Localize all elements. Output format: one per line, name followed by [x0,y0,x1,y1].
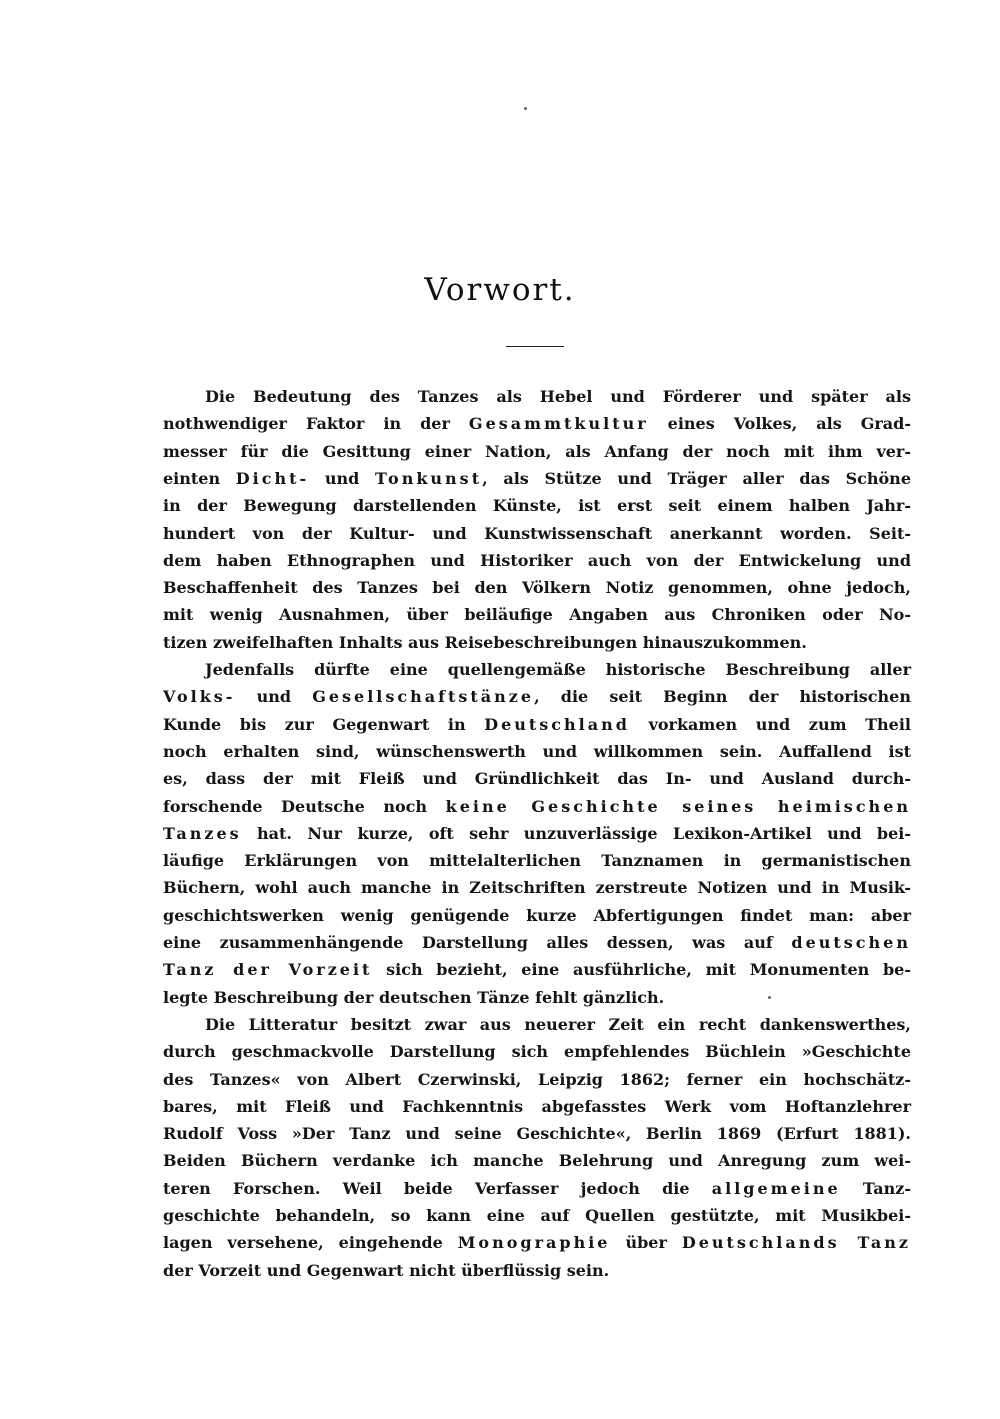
text-segment: geschichtswerken wenig genügende kurze Abfertigungen findet man: aber [163,905,911,925]
text-segment: Jedenfalls dürfte eine quellengemäße historische Beschreibung aller [205,660,911,679]
text-line [163,765,911,792]
text-segment: forschende Deutsche noch [163,796,446,816]
print-speck [768,996,771,999]
text-line [163,847,911,874]
spaced-emphasis-text: keine Geschichte seines heimischen [445,796,911,816]
text-segment: es, dass der mit Fleiß und Gründlichkeit das In- und Ausland durch- [163,769,911,789]
text-segment: läufige Erklärungen von mittelalterlichen Tanznamen in germanistischen [163,851,911,871]
text-segment: nothwendiger Faktor in der [163,414,469,434]
text-line [163,793,911,820]
text-segment: und [309,468,375,488]
text-line [163,1093,911,1120]
text-line [205,1011,911,1038]
text-line [163,929,911,956]
text-line [163,1175,911,1202]
text-line [163,902,911,929]
text-segment: einten [163,468,236,488]
spaced-emphasis-text: Monographie [457,1233,611,1253]
text-segment: eines Volkes, als Grad- [648,414,911,434]
text-line [163,1038,911,1065]
text-segment: Tanz- [840,1178,912,1198]
text-line [163,1229,911,1256]
spaced-emphasis-text: Deutschland [484,714,630,734]
text-line [163,711,911,738]
text-line [163,956,911,983]
text-segment: hat. Nur kurze, oft sehr unzuverlässige Lexikon-Artikel und bei- [241,823,911,843]
text-segment: geschichte behandeln, so kann eine auf Quellen gestützte, mit Musikbei- [163,1206,911,1225]
text-segment: eine zusammenhängende Darstellung alles dessen, was auf [163,933,792,952]
text-line [205,656,911,683]
text-line [163,984,911,1011]
text-segment: sich bezieht, eine ausführliche, mit Monumenten be- [372,960,911,980]
text-segment: , als Stütze und Träger aller das Schöne [482,468,911,488]
text-segment: messer für die Gesittung einer Nation, als Anfang der noch mit ihm ver- [163,441,911,461]
spaced-emphasis-text: allgemeine [711,1178,841,1198]
text-segment: der Vorzeit und Gegenwart nicht überflüssig sein. [163,1260,610,1280]
text-line [163,629,911,656]
page-heading: Vorwort. [424,272,576,308]
text-segment: , die seit Beginn der historischen [534,687,911,707]
text-line [163,410,911,437]
text-segment: und [235,687,313,707]
text-segment: Büchern, wohl auch manche in Zeitschriften zerstreute Notizen und in Musik- [163,878,911,898]
text-segment: bares, mit Fleiß und Fachkenntnis abgefasstes Werk vom Hoftanzlehrer [163,1096,911,1116]
spaced-emphasis-text: Tonkunst [374,468,483,488]
spaced-emphasis-text: Tanzes [163,823,242,843]
spaced-emphasis-text: Gesellschaftstänze [312,687,535,707]
text-segment: des Tanzes« von Albert Czerwinski, Leipzig 1862; ferner ein hochschätz- [163,1069,911,1089]
text-segment: dem haben Ethnographen und Historiker auch von der Entwickelung und [163,550,911,570]
spaced-emphasis-text: Dicht- [235,468,310,488]
text-line [163,492,911,519]
text-line [205,383,911,410]
text-segment: vorkamen und zum Theil [629,714,911,734]
text-segment: durch geschmackvolle Darstellung sich empfehlendes Büchlein »Geschichte [163,1042,911,1062]
text-line [163,1202,911,1229]
text-segment: in der Bewegung darstellenden Künste, ist erst seit einem halben Jahr- [163,496,911,516]
text-segment: Die Litteratur besitzt zwar aus neuerer Zeit ein recht dankenswerthes, [205,1014,911,1034]
text-line [163,1066,911,1093]
spaced-emphasis-text: deutschen [791,933,911,952]
text-segment: Beiden Büchern verdanke ich manche Belehrung und Anregung zum wei- [163,1151,911,1171]
text-line [163,465,911,492]
spaced-emphasis-text: Tanz der Vorzeit [163,960,373,980]
text-line [163,874,911,901]
text-line [163,738,911,765]
text-segment: Beschaffenheit des Tanzes bei den Völkern Notiz genommen, ohne jedoch, [163,578,911,598]
text-segment: Rudolf Voss »Der Tanz und seine Geschichte«, Berlin 1869 (Erfurt 1881). [163,1124,911,1144]
text-line [163,574,911,601]
text-line [163,547,911,574]
text-segment: Die Bedeutung des Tanzes als Hebel und Förderer und später als [205,387,911,406]
text-line [163,520,911,547]
text-segment: legte Beschreibung der deutschen Tänze fehlt gänzlich. [163,987,665,1007]
text-segment: noch erhalten sind, wünschenswerth und willkommen sein. Auffallend ist [163,741,911,761]
text-segment: Kunde bis zur Gegenwart in [163,714,485,734]
text-segment: tizen zweifelhaften Inhalts aus Reisebeschreibungen hinauszukommen. [163,632,807,652]
text-segment: mit wenig Ausnahmen, über beiläufige Angaben aus Chroniken oder No- [163,605,911,625]
print-speck [524,107,527,110]
text-line [163,1147,911,1174]
text-line [163,683,911,710]
text-line [163,1120,911,1147]
text-line [163,601,911,628]
heading-rule [506,346,564,347]
spaced-emphasis-text: Volks- [163,687,236,707]
text-line [163,1257,911,1284]
spaced-emphasis-text: Gesammtkultur [468,414,649,434]
spaced-emphasis-text: Deutschlands Tanz [681,1233,912,1253]
text-segment: lagen versehene, eingehende [163,1233,458,1253]
text-line [163,438,911,465]
text-segment: über [610,1233,682,1253]
text-segment: hundert von der Kultur- und Kunstwissenschaft anerkannt worden. Seit- [163,523,911,543]
text-line [163,820,911,847]
text-segment: teren Forschen. Weil beide Verfasser jedoch die [163,1178,712,1198]
